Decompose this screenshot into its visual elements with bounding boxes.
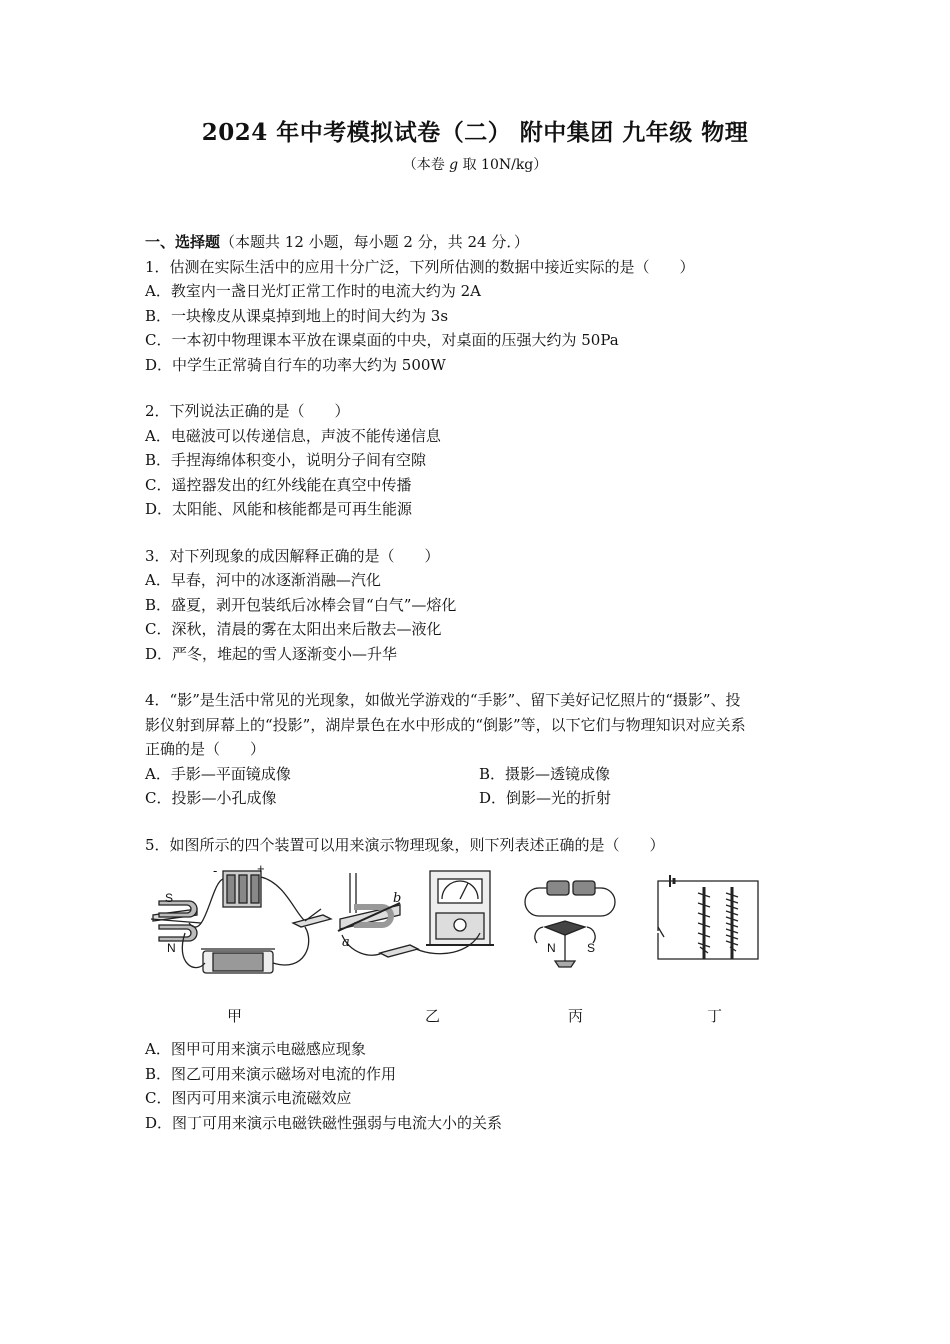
option-a[interactable]: A．图甲可用来演示电磁感应现象: [145, 1040, 366, 1058]
mark-n-jia: N: [167, 941, 176, 955]
option-a[interactable]: A．早春，河中的冰逐渐消融—汽化: [145, 571, 381, 589]
mark-a: a: [342, 935, 350, 950]
mark-n-bing: N: [547, 941, 556, 955]
figure-label-yi: 乙: [425, 1007, 441, 1025]
option-b[interactable]: B．盛夏，剥开包装纸后冰棒会冒“白气”—熔化: [145, 595, 457, 614]
question-stem: 5．如图所示的四个装置可以用来演示物理现象，则下列表述正确的是（ ）: [145, 835, 665, 854]
option-d[interactable]: D．严冬，堆起的雪人逐渐变小—升华: [145, 644, 398, 663]
option-b[interactable]: B．一块橡皮从课桌掉到地上的时间大约为 3s: [145, 306, 449, 325]
section-title: 一、选择题: [145, 233, 221, 251]
mark-s-jia: S: [165, 891, 174, 905]
option-c[interactable]: C．投影—小孔成像: [145, 789, 277, 807]
question-4: [145, 688, 845, 811]
question-stem-line-3: 正确的是（ ）: [145, 740, 266, 758]
figure-label-jia: 甲: [227, 1007, 243, 1025]
subtitle-post: 取 10N/kg）: [458, 157, 548, 173]
section-heading: [145, 230, 845, 255]
figure-apparatus: [145, 863, 845, 1033]
option-a[interactable]: A．手影—平面镜成像: [145, 764, 291, 783]
option-a[interactable]: A．电磁波可以传递信息，声波不能传递信息: [145, 426, 441, 445]
subtitle-g: g: [449, 157, 459, 173]
option-c[interactable]: C．图丙可用来演示电流磁效应: [145, 1089, 352, 1107]
option-c[interactable]: C．深秋，清晨的雾在太阳出来后散去—液化: [145, 620, 442, 638]
mark-plus: +: [257, 861, 265, 876]
option-row-1: [145, 762, 845, 787]
option-d[interactable]: D．中学生正常骑自行车的功率大约为 500W: [145, 355, 446, 374]
question-stem: 3．对下列现象的成因解释正确的是（ ）: [145, 546, 440, 565]
figure-label-ding: 丁: [707, 1007, 723, 1025]
question-3: [145, 544, 845, 667]
mark-minus: -: [213, 863, 218, 878]
mark-b: b: [393, 891, 402, 906]
apparatus-diagram: [145, 863, 785, 1003]
option-a[interactable]: A．教室内一盏日光灯正常工作时的电流大约为 2A: [145, 282, 481, 300]
question-stem: 2．下列说法正确的是（ ）: [145, 402, 350, 420]
question-stem: 1．估测在实际生活中的应用十分广泛，下列所估测的数据中接近实际的是（ ）: [145, 257, 695, 276]
option-b[interactable]: B．手捏海绵体积变小，说明分子间有空隙: [145, 451, 427, 469]
question-1: [145, 255, 845, 378]
option-c[interactable]: C．一本初中物理课本平放在课桌面的中央，对桌面的压强大约为 50Pa: [145, 331, 619, 349]
question-5: [145, 833, 845, 1136]
subtitle-pre: （本卷: [402, 157, 450, 173]
question-stem-line-2: 影仪射到屏幕上的“投影”，湖岸景色在水中形成的“倒影”等，以下它们与物理知识对应关系: [145, 715, 746, 734]
figure-label-bing: 丙: [568, 1007, 584, 1025]
option-d[interactable]: D．太阳能、风能和核能都是可再生能源: [145, 500, 413, 518]
question-stem-line-1: 4．“影”是生活中常见的光现象，如做光学游戏的“手影”、留下美好记忆照片的“摄影”、投: [145, 691, 741, 709]
apparatus-jia: [151, 871, 331, 973]
page-subtitle: [0, 154, 950, 174]
apparatus-yi: [338, 871, 494, 957]
option-b[interactable]: B．摄影—透镜成像: [479, 764, 611, 783]
exam-content: [145, 230, 845, 1135]
apparatus-ding: [654, 875, 758, 959]
option-d[interactable]: D．倒影—光的折射: [479, 789, 612, 807]
apparatus-bing: [525, 881, 615, 967]
question-2: [145, 399, 845, 522]
option-row-2: [145, 786, 845, 811]
page-title: 2024 年中考模拟试卷（二） 附中集团 九年级 物理: [201, 119, 749, 146]
mark-s-bing: S: [587, 941, 596, 955]
option-d[interactable]: D．图丁可用来演示电磁铁磁性强弱与电流大小的关系: [145, 1113, 503, 1132]
section-note: （本题共 12 小题，每小题 2 分，共 24 分．）: [220, 233, 529, 251]
option-b[interactable]: B．图乙可用来演示磁场对电流的作用: [145, 1064, 397, 1083]
option-c[interactable]: C．遥控器发出的红外线能在真空中传播: [145, 475, 412, 494]
